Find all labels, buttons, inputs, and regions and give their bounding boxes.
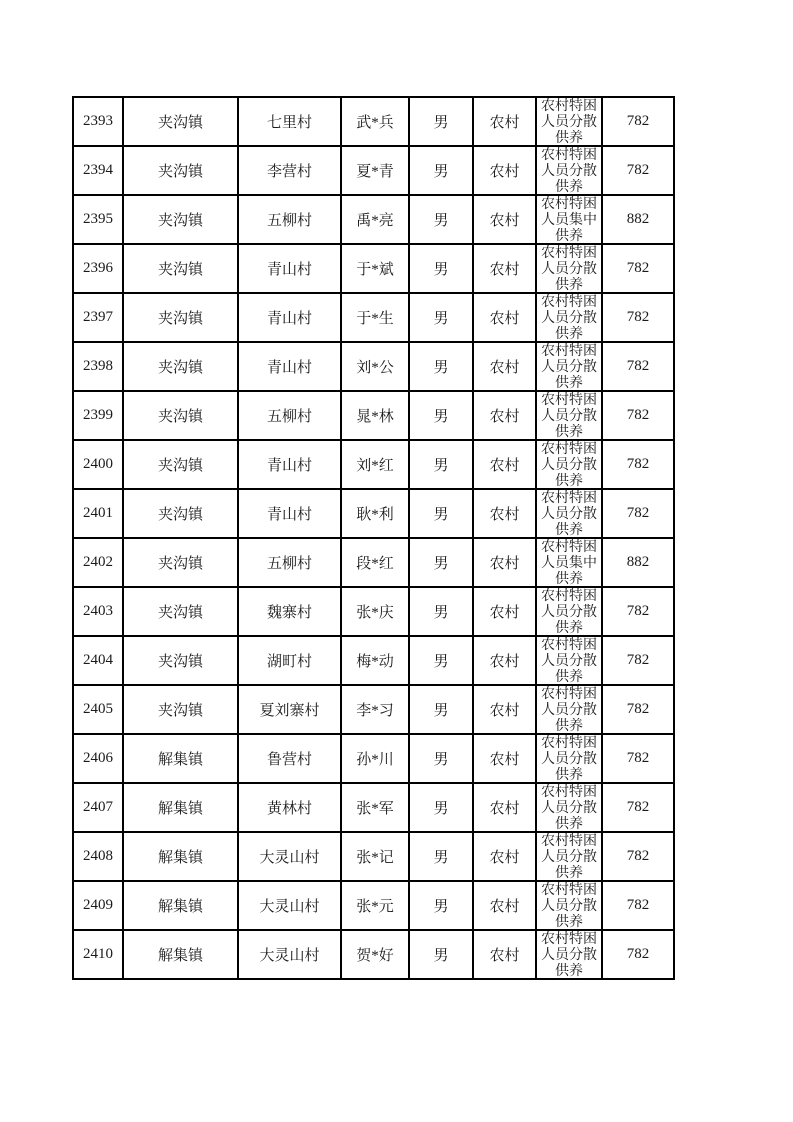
cell-gender: 男 [409,734,473,783]
cell-town: 夹沟镇 [123,195,238,244]
cell-person-name: 晁*林 [341,391,409,440]
cell-category [536,734,602,783]
table-row [73,293,674,342]
cell-area-type: 农村 [473,244,536,293]
cell-village: 青山村 [238,489,341,538]
cell-record-number: 2404 [73,636,123,685]
cell-category [536,685,602,734]
cell-record-number: 2396 [73,244,123,293]
cell-village: 青山村 [238,440,341,489]
cell-person-name: 张*庆 [341,587,409,636]
cell-person-name: 夏*青 [341,146,409,195]
cell-person-name: 刘*红 [341,440,409,489]
cell-record-number: 2398 [73,342,123,391]
cell-town: 解集镇 [123,783,238,832]
table-row [73,832,674,881]
cell-area-type: 农村 [473,734,536,783]
cell-town: 解集镇 [123,734,238,783]
table-row [73,587,674,636]
table-row [73,391,674,440]
cell-amount: 782 [602,832,674,881]
category-text: 农村特困人员集中供养 [541,540,597,585]
cell-amount: 782 [602,146,674,195]
table-row [73,440,674,489]
cell-area-type: 农村 [473,538,536,587]
cell-village: 夏刘寨村 [238,685,341,734]
cell-amount: 782 [602,244,674,293]
cell-area-type: 农村 [473,636,536,685]
cell-record-number: 2401 [73,489,123,538]
cell-category [536,244,602,293]
cell-area-type: 农村 [473,881,536,930]
cell-gender: 男 [409,783,473,832]
cell-person-name: 张*元 [341,881,409,930]
cell-town: 夹沟镇 [123,587,238,636]
cell-town: 夹沟镇 [123,244,238,293]
cell-amount: 782 [602,930,674,979]
cell-person-name: 于*生 [341,293,409,342]
cell-area-type: 农村 [473,195,536,244]
cell-town: 夹沟镇 [123,391,238,440]
cell-village: 湖町村 [238,636,341,685]
cell-gender: 男 [409,440,473,489]
cell-category [536,930,602,979]
table-row [73,538,674,587]
cell-amount: 782 [602,293,674,342]
cell-category [536,391,602,440]
cell-town: 夹沟镇 [123,489,238,538]
cell-village: 五柳村 [238,391,341,440]
cell-area-type: 农村 [473,832,536,881]
cell-gender: 男 [409,832,473,881]
table-row [73,636,674,685]
cell-category [536,636,602,685]
cell-amount: 782 [602,342,674,391]
cell-town: 夹沟镇 [123,636,238,685]
cell-amount: 782 [602,881,674,930]
cell-record-number: 2405 [73,685,123,734]
cell-record-number: 2399 [73,391,123,440]
cell-town: 夹沟镇 [123,538,238,587]
category-text: 农村特困人员分散供养 [541,295,597,340]
cell-amount: 882 [602,195,674,244]
cell-category [536,146,602,195]
cell-record-number: 2402 [73,538,123,587]
cell-person-name: 张*记 [341,832,409,881]
cell-village: 青山村 [238,244,341,293]
cell-category [536,440,602,489]
cell-area-type: 农村 [473,930,536,979]
category-text: 农村特困人员分散供养 [541,491,597,536]
cell-amount: 782 [602,636,674,685]
category-text: 农村特困人员分散供养 [541,687,597,732]
category-text: 农村特困人员分散供养 [541,785,597,830]
cell-person-name: 武*兵 [341,97,409,146]
cell-gender: 男 [409,587,473,636]
cell-area-type: 农村 [473,293,536,342]
category-text: 农村特困人员分散供养 [541,638,597,683]
table-row [73,97,674,146]
records-table-body [73,97,674,979]
cell-village: 七里村 [238,97,341,146]
cell-area-type: 农村 [473,685,536,734]
cell-amount: 782 [602,489,674,538]
cell-village: 魏寨村 [238,587,341,636]
category-text: 农村特困人员分散供养 [541,883,597,928]
cell-category [536,587,602,636]
cell-person-name: 段*红 [341,538,409,587]
table-row [73,783,674,832]
cell-gender: 男 [409,685,473,734]
cell-gender: 男 [409,391,473,440]
category-text: 农村特困人员分散供养 [541,148,597,193]
cell-record-number: 2408 [73,832,123,881]
category-text: 农村特困人员分散供养 [541,99,597,144]
cell-gender: 男 [409,293,473,342]
table-row [73,146,674,195]
category-text: 农村特困人员分散供养 [541,246,597,291]
cell-category [536,342,602,391]
cell-amount: 782 [602,783,674,832]
cell-category [536,881,602,930]
cell-town: 夹沟镇 [123,440,238,489]
cell-village: 青山村 [238,342,341,391]
cell-town: 夹沟镇 [123,685,238,734]
table-row [73,195,674,244]
category-text: 农村特困人员分散供养 [541,393,597,438]
cell-amount: 782 [602,440,674,489]
cell-person-name: 梅*动 [341,636,409,685]
cell-record-number: 2394 [73,146,123,195]
cell-area-type: 农村 [473,146,536,195]
cell-town: 夹沟镇 [123,293,238,342]
table-row [73,342,674,391]
cell-category [536,97,602,146]
table-row [73,881,674,930]
cell-person-name: 于*斌 [341,244,409,293]
table-row [73,930,674,979]
cell-village: 大灵山村 [238,832,341,881]
cell-village: 大灵山村 [238,930,341,979]
cell-amount: 882 [602,538,674,587]
cell-record-number: 2397 [73,293,123,342]
cell-area-type: 农村 [473,587,536,636]
cell-village: 李营村 [238,146,341,195]
cell-town: 解集镇 [123,881,238,930]
category-text: 农村特困人员分散供养 [541,344,597,389]
cell-record-number: 2407 [73,783,123,832]
cell-town: 夹沟镇 [123,342,238,391]
cell-village: 黄林村 [238,783,341,832]
cell-record-number: 2400 [73,440,123,489]
table-row [73,734,674,783]
cell-gender: 男 [409,244,473,293]
table-row [73,244,674,293]
cell-area-type: 农村 [473,391,536,440]
cell-category [536,293,602,342]
cell-amount: 782 [602,97,674,146]
cell-gender: 男 [409,636,473,685]
cell-town: 解集镇 [123,930,238,979]
cell-town: 夹沟镇 [123,97,238,146]
category-text: 农村特困人员分散供养 [541,932,597,977]
cell-record-number: 2393 [73,97,123,146]
records-table [72,96,675,980]
cell-village: 大灵山村 [238,881,341,930]
cell-gender: 男 [409,146,473,195]
cell-person-name: 孙*川 [341,734,409,783]
cell-person-name: 贺*好 [341,930,409,979]
cell-gender: 男 [409,489,473,538]
cell-person-name: 耿*利 [341,489,409,538]
cell-town: 夹沟镇 [123,146,238,195]
category-text: 农村特困人员分散供养 [541,834,597,879]
cell-gender: 男 [409,930,473,979]
cell-category [536,489,602,538]
cell-person-name: 刘*公 [341,342,409,391]
table-row [73,685,674,734]
cell-area-type: 农村 [473,440,536,489]
cell-category [536,832,602,881]
cell-category [536,538,602,587]
cell-area-type: 农村 [473,489,536,538]
category-text: 农村特困人员分散供养 [541,442,597,487]
table-row [73,489,674,538]
cell-area-type: 农村 [473,342,536,391]
cell-record-number: 2409 [73,881,123,930]
category-text: 农村特困人员分散供养 [541,589,597,634]
cell-category [536,195,602,244]
cell-village: 五柳村 [238,538,341,587]
cell-village: 鲁营村 [238,734,341,783]
cell-gender: 男 [409,342,473,391]
cell-category [536,783,602,832]
cell-amount: 782 [602,391,674,440]
cell-person-name: 张*军 [341,783,409,832]
cell-gender: 男 [409,195,473,244]
category-text: 农村特困人员集中供养 [541,197,597,242]
category-text: 农村特困人员分散供养 [541,736,597,781]
cell-village: 五柳村 [238,195,341,244]
cell-gender: 男 [409,97,473,146]
cell-area-type: 农村 [473,783,536,832]
cell-amount: 782 [602,734,674,783]
cell-record-number: 2410 [73,930,123,979]
cell-area-type: 农村 [473,97,536,146]
cell-record-number: 2406 [73,734,123,783]
cell-village: 青山村 [238,293,341,342]
cell-gender: 男 [409,881,473,930]
cell-record-number: 2395 [73,195,123,244]
cell-amount: 782 [602,587,674,636]
cell-person-name: 李*习 [341,685,409,734]
cell-amount: 782 [602,685,674,734]
cell-town: 解集镇 [123,832,238,881]
cell-gender: 男 [409,538,473,587]
cell-record-number: 2403 [73,587,123,636]
cell-person-name: 禹*亮 [341,195,409,244]
